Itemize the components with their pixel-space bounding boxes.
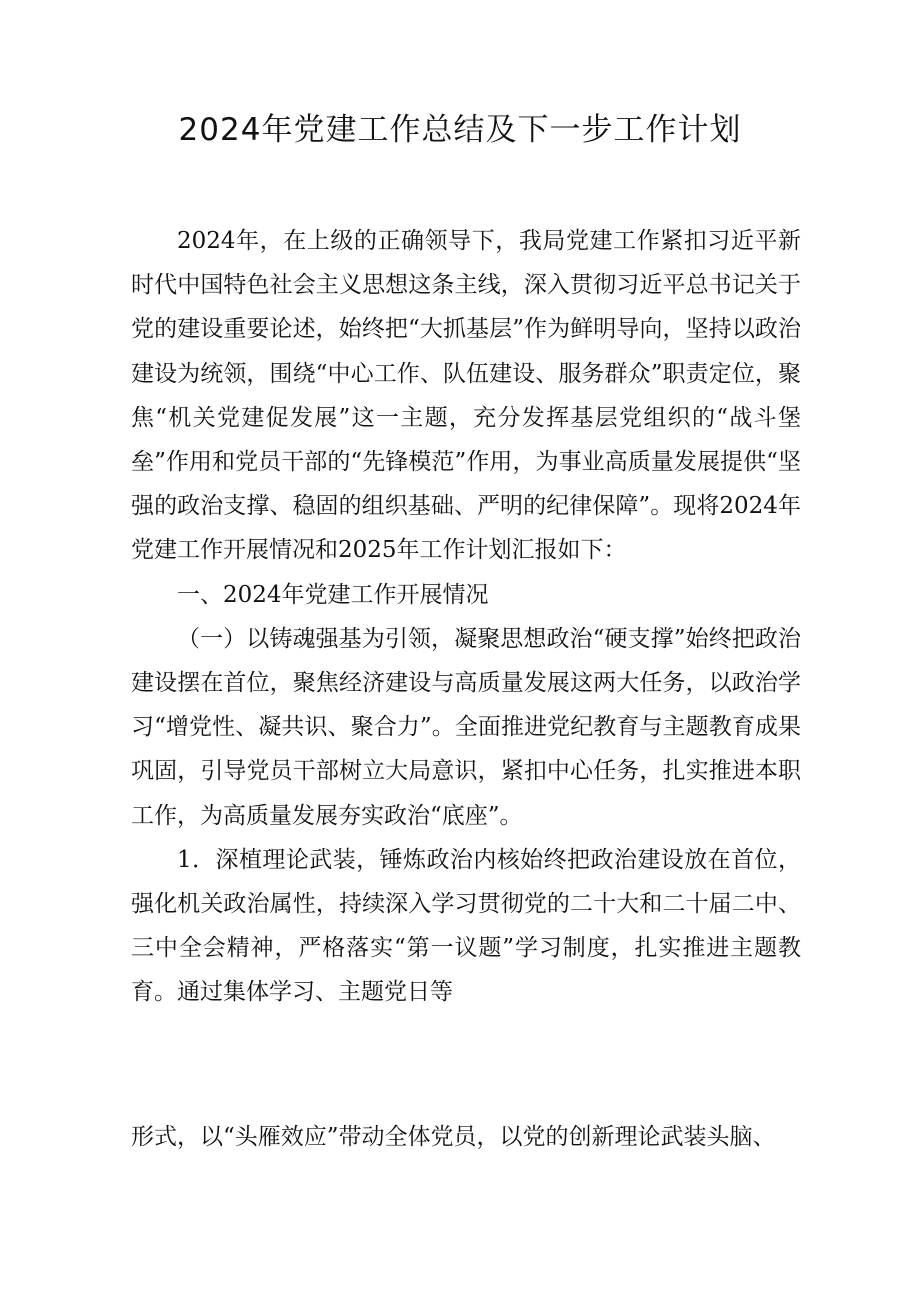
- section-heading-1: 一、2024年党建工作开展情况: [177, 581, 489, 608]
- subsection-1: （一）以铸魂强基为引领，凝聚思想政治“硬支撑”始终把政治建设摆在首位，聚焦经济建设与高质量发展这两大任务，以政治学习“增党性、凝共识、聚合力”。全面推进党纪教育与主题教育成果巩固，引导党员干部树立大局意识，紧扣中心任务，扎实推进本职工作，为高质量发展夯实政治“底座”。: [131, 625, 801, 829]
- item-1: 1．深植理论武装，锤炼政治内核始终把政治建设放在首位，强化机关政治属性，持续深入学习贯彻党的二十大和二十届二中、三中全会精神，严格落实“第一议题”学习制度，扎实推进主题教育。通过集体学习、主题党日等: [131, 846, 801, 1006]
- document-body: [131, 219, 801, 1015]
- document-title: 2024年党建工作总结及下一步工作计划: [178, 112, 742, 148]
- paragraph-continuation: 形式，以“头雁效应”带动全体党员，以党的创新理论武装头脑、: [131, 1124, 776, 1150]
- paragraph-intro: 2024年，在上级的正确领导下，我局党建工作紧扣习近平新时代中国特色社会主义思想这条主线，深入贯彻习近平总书记关于党的建设重要论述，始终把“大抓基层”作为鲜明导向，坚持以政治建设为统领，围绕“中心工作、队伍建设、服务群众”职责定位，聚焦“机关党建促发展”这一主题，充分发挥基层党组织的“战斗堡垒”作用和党员干部的“先锋模范”作用，为事业高质量发展提供“坚强的政治支撑、稳固的组织基础、严明的纪律保障”。现将2024年党建工作开展情况和2025年工作计划汇报如下：: [131, 228, 801, 564]
